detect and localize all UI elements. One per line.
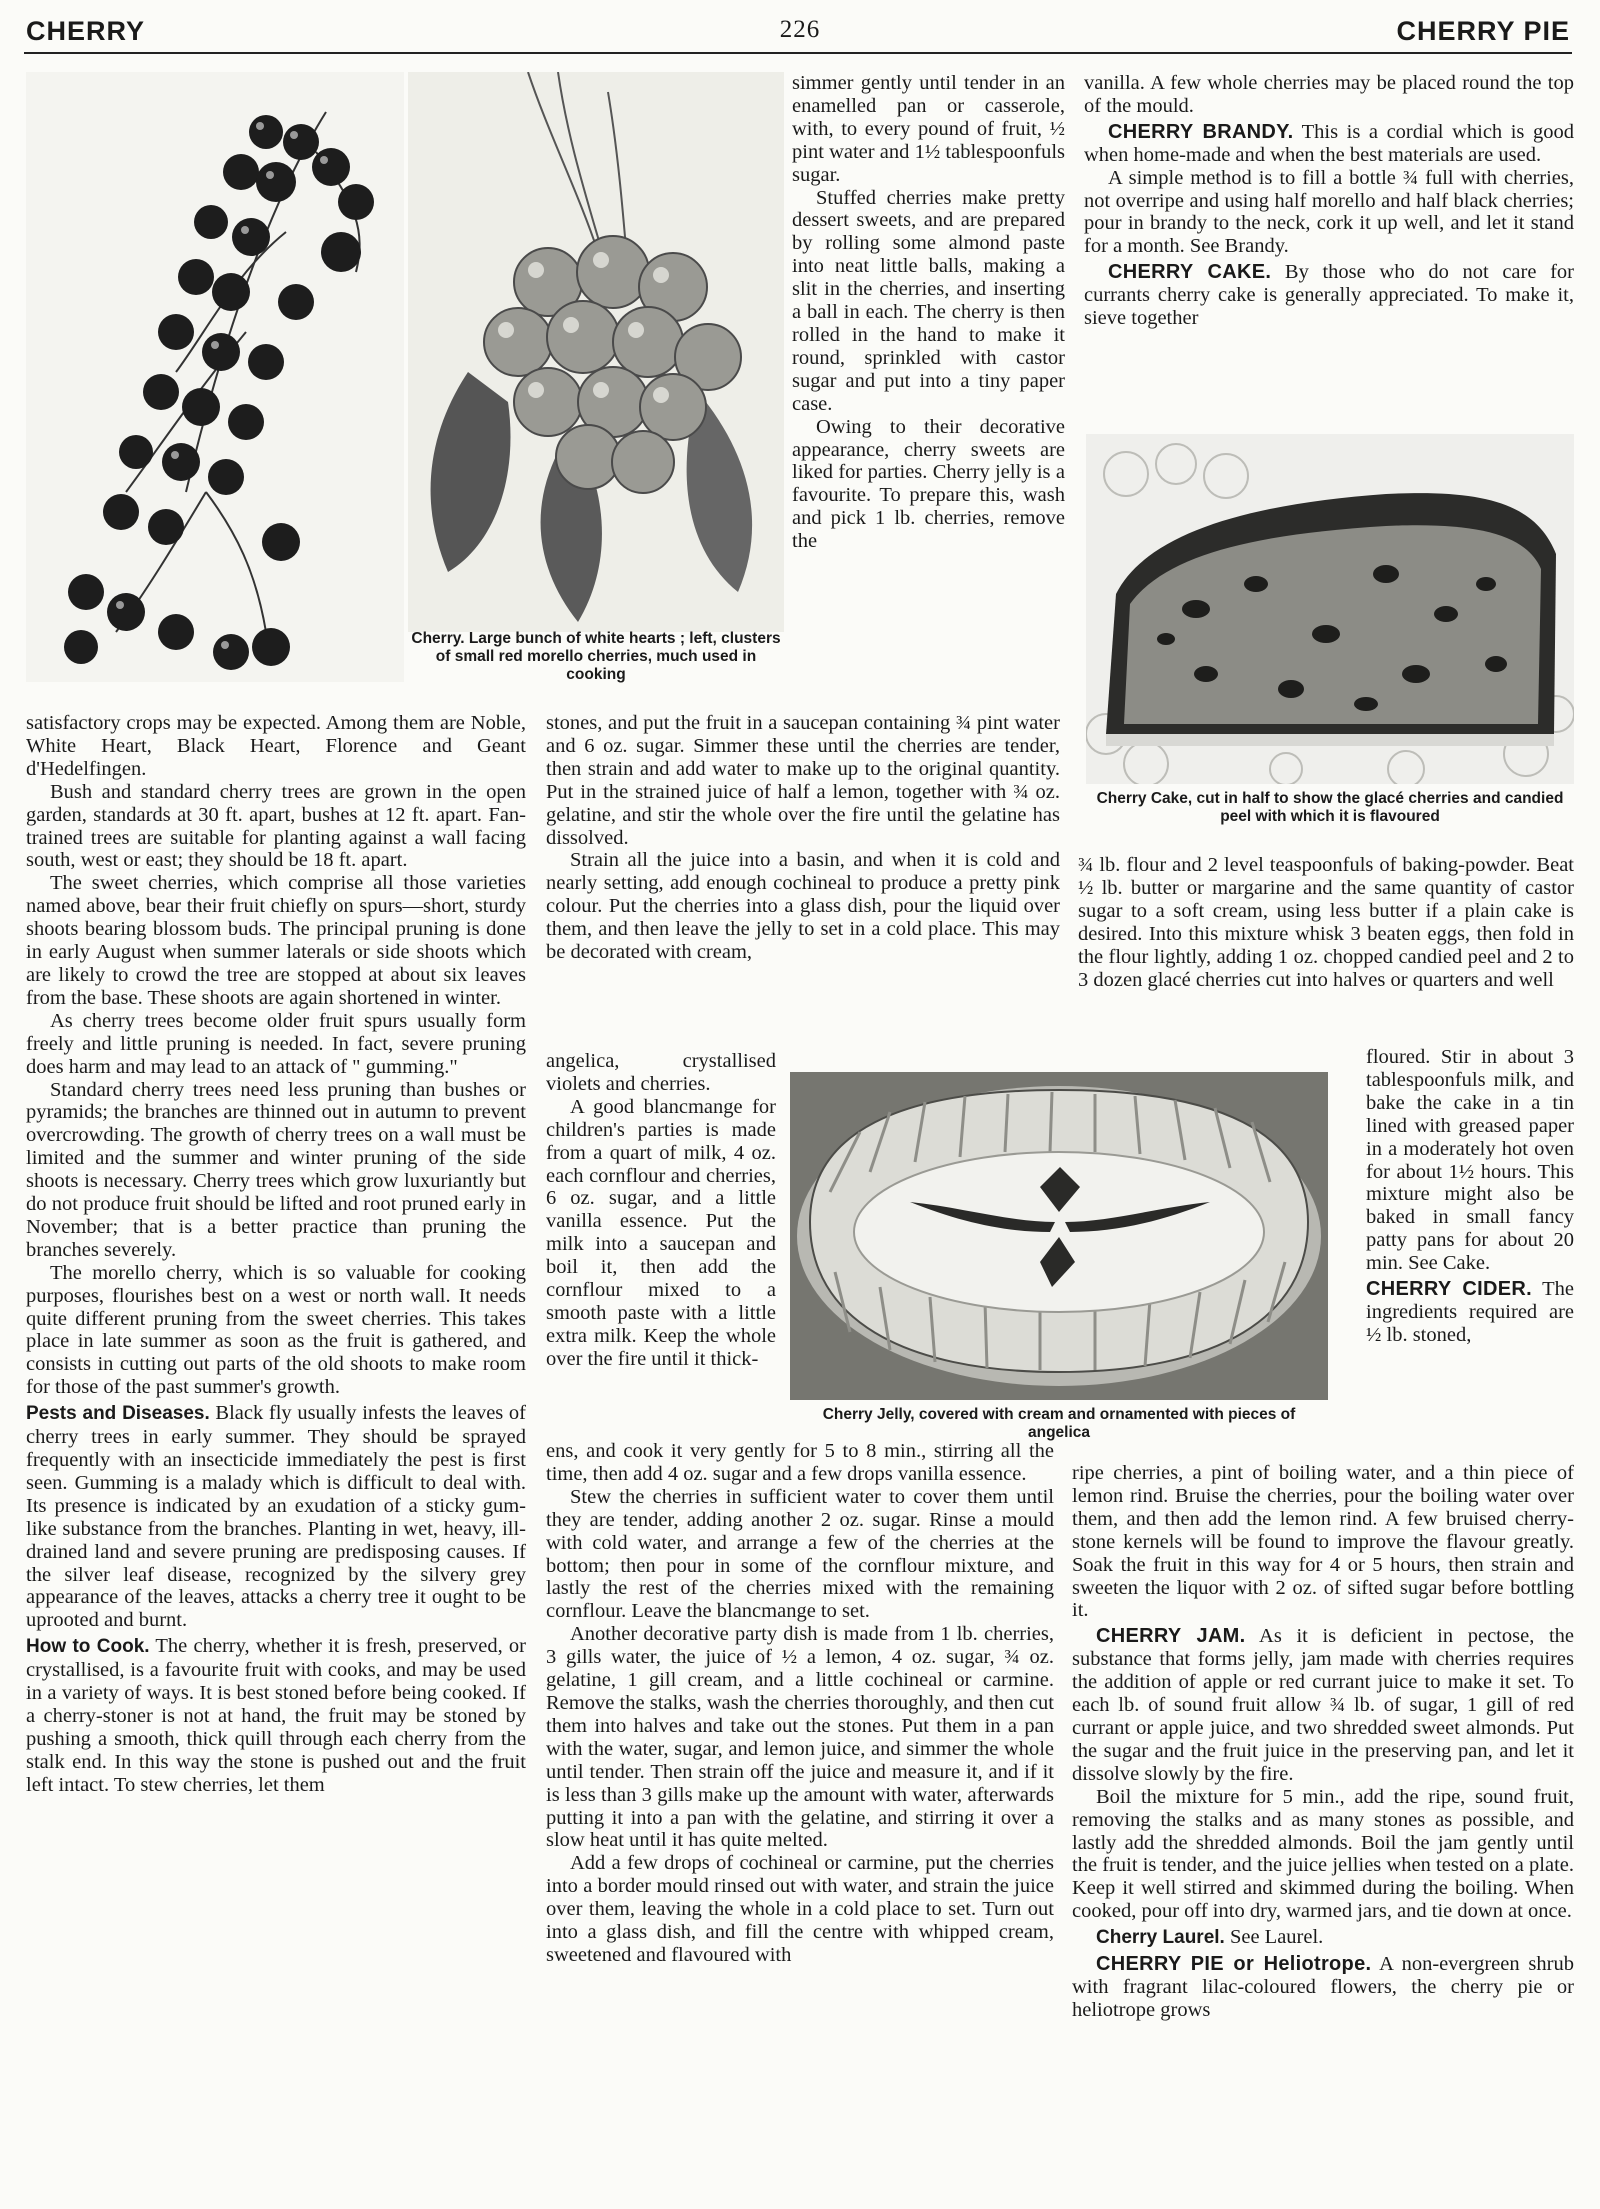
how-to-cook-heading: How to Cook. bbox=[26, 1636, 150, 1658]
cherry-cider-heading: CHERRY CIDER. bbox=[1366, 1278, 1532, 1301]
paragraph bbox=[26, 1635, 526, 1796]
white-hearts-photo bbox=[408, 72, 784, 632]
paragraph: simmer gently until tender in an enamelled pan or casserole, with, to every pound of fruit, ½ pint water and 1½ tablespoonfuls sugar. bbox=[792, 72, 1065, 186]
col4-mid-text bbox=[1078, 854, 1574, 991]
paragraph: Bush and standard cherry trees are grown in the open garden, standards at 30 ft. apart, bushes at 12 ft. apart. Fan-trained trees are suitable for planting against a wall facing south, west or east; they should be 18 ft. apart. bbox=[26, 780, 526, 872]
paragraph: stones, and put the fruit in a saucepan containing ¾ pint water and 6 oz. sugar. Simmer these until the cherries are tender, then strain and add water to make up to the original quantity. Put in the strained juice of half a lemon, together with ¾ oz. gelatine, and stir the whole over the fire until the gelatine has dissolved. bbox=[546, 712, 1060, 849]
paragraph: ¾ lb. flour and 2 level teaspoonfuls of baking-powder. Beat ½ lb. butter or margarine and the same quantity of castor sugar to a soft cream, using less butter if a plain cake is desired. Into this mixture whisk 3 beaten eggs, then fold in the flour lightly, adding 1 oz. chopped candied peel and 2 to 3 dozen glacé cherries cut into halves or quarters and well bbox=[1078, 854, 1574, 991]
cherry-brandy-heading: CHERRY BRANDY. bbox=[1108, 120, 1294, 143]
col4-top-text bbox=[1084, 72, 1574, 330]
paragraph bbox=[1084, 121, 1574, 167]
paragraph: A simple method is to fill a bottle ¾ full with cherries, not overripe and using half morello and half black cherries; pour in brandy to the neck, cork it up well, and let it stand for a month. See Brandy. bbox=[1084, 166, 1574, 258]
paragraph bbox=[26, 1402, 526, 1632]
how-to-cook-text: The cherry, whether it is fresh, preserved, or crystallised, is a favourite fruit with cooks, and may be used in a variety of ways. It is best stoned before being cooked. If a cherry-stoner is not at hand, the fruit may be stoned by pushing a smooth, thick quill through each cherry from the stalk end. In this way the stone is pushed out and the fruit left intact. To stew cherries, let them bbox=[26, 1635, 526, 1796]
paragraph: angelica, crystallised violets and cherries. bbox=[546, 1050, 776, 1095]
cherries-caption: Cherry. Large bunch of white hearts ; left, clusters of small red morello cherries, much used in cooking bbox=[411, 630, 781, 683]
cherry-cake-heading: CHERRY CAKE. bbox=[1108, 261, 1272, 284]
pests-text: Black fly usually infests the leaves of cherry trees in early summer. They should be sprayed frequently with an insecticide immediately the pest is first seen. Gumming is a malady which is difficult to deal with. Its presence is indicated by an exudation of a sticky gum-like substance from the branches. Planting in wet, heavy, ill-drained land and severe pruning are predisposing causes. If the silver leaf disease, recognized by the silvery grey appearance of the leaves, attacks a cherry tree it ought to be uprooted and burnt. bbox=[26, 1402, 527, 1632]
paragraph: As cherry trees become older fruit spurs usually form freely and little pruning is needed. In fact, severe pruning does harm and may lead to an attack of " gumming." bbox=[26, 1009, 526, 1078]
cherry-jam-text: As it is deficient in pectose, the substance that forms jelly, jam made with cherries requires the addition of apple or red currant juice to make it set. To each lb. of sound fruit allow ¾ lb. of sugar, 1 gill of red currant or apple juice, and two shredded sweet almonds. Put the sugar and the fruit juice in the preserving pan, and let it dissolve slowly by the fire. bbox=[1072, 1625, 1574, 1785]
paragraph: The sweet cherries, which comprise all those varieties named above, bear their fruit chiefly on spurs—short, sturdy shoots bearing blossom buds. The principal pruning is done in early August when summer laterals or side shoots which are likely to crowd the tree are stopped at about six leaves from the base. These shoots are again shortened in winter. bbox=[26, 872, 526, 1009]
paragraph: satisfactory crops may be expected. Among them are Noble, White Heart, Black Heart, Florence and Geant d'Hedelfingen. bbox=[26, 712, 526, 780]
running-header-right: CHERRY PIE bbox=[1396, 16, 1570, 46]
paragraph: Standard cherry trees need less pruning than bushes or pyramids; the branches are thinned out in autumn to prevent overcrowding. The growth of cherry trees on a wall must be limited and the summer and winter pruning of the side shoots is necessary. Cherry trees which grow luxuriantly but do not produce fruit should be lifted and root pruned early in November; that is a better practice than pruning the branches severely. bbox=[26, 1078, 526, 1261]
paragraph bbox=[1084, 261, 1574, 330]
col4-bottom-text bbox=[1072, 1462, 1574, 2022]
cherry-jelly-photo bbox=[790, 1072, 1328, 1400]
cake-caption: Cherry Cake, cut in half to show the glacé cherries and candied peel with which it is flavoured bbox=[1096, 790, 1564, 825]
cherry-cider-text: The ingredients required are ½ lb. stoned, bbox=[1366, 1278, 1574, 1346]
col4-narrow-text bbox=[1366, 1046, 1574, 1347]
paragraph: Another decorative party dish is made from 1 lb. cherries, 3 gills water, the juice of ½ a lemon, 4 oz. sugar, ¾ oz. gelatine, 1 gill cream, and a little cochineal or carmine. Remove the stalks, wash the cherries thoroughly, and then cut them into halves and take out the stones. Put them in a pan with the water, sugar, and lemon juice, and simmer the whole until tender. Then strain off the juice and measure it, and if it is less than 3 gills make up the amount with water, afterwards putting it into a pan with the gelatine, and stirring it over a slow heat until it has quite melted. bbox=[546, 1623, 1054, 1852]
col2-upper-text bbox=[546, 712, 1060, 964]
col1-text bbox=[26, 712, 526, 1797]
cherry-laurel-text: See Laurel. bbox=[1224, 1926, 1324, 1949]
cherry-jam-heading: CHERRY JAM. bbox=[1096, 1625, 1246, 1648]
cherry-pie-text: A non-evergreen shrub with fragrant lilac-coloured flowers, the cherry pie or heliotrope grows bbox=[1072, 1953, 1574, 2021]
paragraph: Owing to their decorative appearance, cherry sweets are liked for parties. Cherry jelly is a favourite. To prepare this, wash and pick 1 lb. cherries, remove the bbox=[792, 415, 1065, 553]
cherry-brandy-text: This is a cordial which is good when home-made and when the best materials are used. bbox=[1084, 120, 1574, 166]
pests-heading: Pests and Diseases. bbox=[26, 1403, 210, 1425]
cherry-cake-text: By those who do not care for currants cherry cake is generally appreciated. To make it, sieve together bbox=[1084, 261, 1574, 330]
col2-lower-text bbox=[546, 1440, 1054, 1967]
page-number: 226 bbox=[779, 16, 821, 43]
paragraph: Stew the cherries in sufficient water to cover them until they are tender, adding another 2 oz. sugar. Rinse a mould with cold water, and arrange a few of the cherries at the bottom; then pour in some of the cornflour mixture, and lastly the rest of the cherries mixed with the remaining cornflour. Leave the blancmange to set. bbox=[546, 1485, 1054, 1623]
paragraph: Add a few drops of cochineal or carmine, put the cherries into a border mould rinsed out with water, and strain the juice over them, leaving the whole in a cold place to set. Turn out into a glass dish, and fill the centre with whipped cream, sweetened and flavoured with bbox=[546, 1852, 1054, 1966]
paragraph: The morello cherry, which is so valuable for cooking purposes, flourishes best on a west or north wall. It needs quite different pruning from the sweet cherries. This takes place in late summer as soon as the fruit is gathered, and consists in cutting out parts of the old shoots to make room for those of the past summer's growth. bbox=[26, 1261, 526, 1399]
paragraph: Stuffed cherries make pretty dessert sweets, and are prepared by rolling some almond paste into neat little balls, making a slit in the cherries, and inserting a ball in each. The cherry is then rolled in the hand to make it round, sprinkled with castor sugar and put into a tiny paper case. bbox=[792, 186, 1065, 415]
cherry-cake-photo bbox=[1086, 434, 1574, 784]
paragraph bbox=[1072, 1625, 1574, 1785]
paragraph: Strain all the juice into a basin, and when it is cold and nearly setting, add enough cochineal to produce a pretty pink colour. Put the cherries into a glass dish, pour the liquid over them, and then leave the jelly to set in a cold place. This may be decorated with cream, bbox=[546, 849, 1060, 964]
cherry-laurel-heading: Cherry Laurel. bbox=[1096, 1927, 1225, 1949]
running-header-left: CHERRY bbox=[26, 16, 146, 46]
paragraph bbox=[1072, 1926, 1574, 1950]
paragraph: ripe cherries, a pint of boiling water, and a thin piece of lemon rind. Bruise the cherries, pour the boiling water over them, and then add the lemon rind. A few bruised cherry-stone kernels will be found to improve the flavour greatly. Soak the fruit in this way for 4 or 5 hours, then strain and sweeten the liquor with 2 oz. of sifted sugar before bottling it. bbox=[1072, 1462, 1574, 1622]
col2-narrow-text bbox=[546, 1050, 776, 1371]
paragraph bbox=[1366, 1278, 1574, 1347]
paragraph: vanilla. A few whole cherries may be placed round the top of the mould. bbox=[1084, 72, 1574, 117]
header-rule bbox=[24, 52, 1572, 54]
paragraph: A good blancmange for children's parties is made from a quart of milk, 4 oz. each cornflour and cherries, 6 oz. sugar, and a little vanilla essence. Put the milk into a saucepan and boil it, then add the cornflour mixed to a smooth paste with a little extra milk. Keep the whole over the fire until it thick- bbox=[546, 1095, 776, 1370]
morello-cherries-photo bbox=[26, 72, 404, 682]
paragraph: Boil the mixture for 5 min., add the ripe, sound fruit, removing the stalks and as many stones as possible, and lastly add the shredded almonds. Boil the jam gently until the fruit is tender, and the juice jellies when tested on a plate. Keep it well stirred and skimmed during the boiling. When cooked, pour off into dry, warmed jars, and tie down at once. bbox=[1072, 1785, 1574, 1923]
paragraph: floured. Stir in about 3 tablespoonfuls milk, and bake the cake in a tin lined with greased paper in a moderately hot oven for about 1½ hours. This mixture might also be baked in small fancy patty pans for about 20 min. See Cake. bbox=[1366, 1046, 1574, 1275]
paragraph bbox=[1072, 1953, 1574, 2022]
col3-top-text bbox=[792, 72, 1065, 553]
paragraph: ens, and cook it very gently for 5 to 8 min., stirring all the time, then add 4 oz. sugar and a few drops vanilla essence. bbox=[546, 1440, 1054, 1485]
jelly-caption: Cherry Jelly, covered with cream and ornamented with pieces of angelica bbox=[822, 1406, 1296, 1441]
cherry-pie-heading: CHERRY PIE or Heliotrope. bbox=[1096, 1953, 1372, 1976]
